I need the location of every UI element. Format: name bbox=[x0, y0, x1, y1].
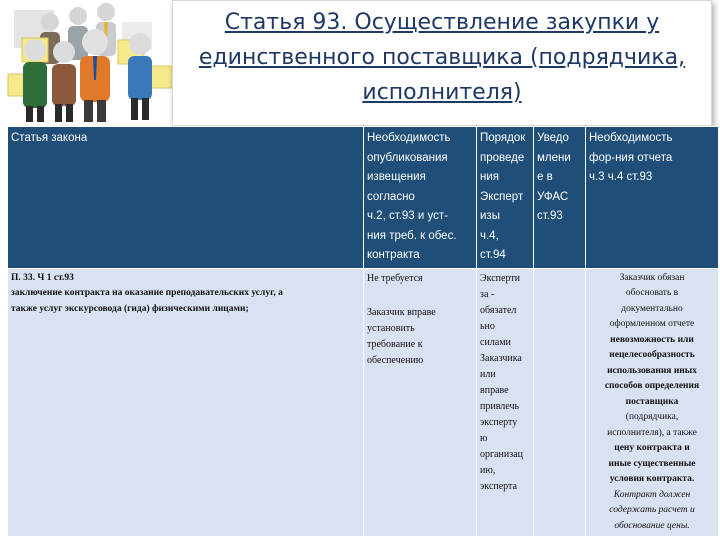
header-line: согласно bbox=[367, 190, 415, 203]
header-line: ния треб. к обес. bbox=[367, 229, 457, 242]
notification-cell bbox=[534, 268, 586, 537]
report-line: Контракт должен bbox=[613, 489, 691, 500]
expertise-line: эксперта bbox=[480, 480, 517, 492]
header-line: опубликования bbox=[367, 151, 448, 164]
header-line: Необходимость bbox=[589, 132, 673, 144]
report-line: документально bbox=[621, 303, 683, 314]
header-line: Статья закона bbox=[11, 132, 88, 144]
header-line: извещения bbox=[367, 171, 426, 183]
report-line: способов определения bbox=[604, 381, 700, 391]
header-line: ч.3 ч.4 ст.93 bbox=[589, 171, 653, 183]
expertise-cell bbox=[477, 268, 534, 537]
header-line: фор-ния отчета bbox=[589, 151, 673, 164]
header-cell-publication bbox=[364, 127, 477, 269]
table-row bbox=[8, 268, 719, 537]
header-line: ч.2, ст.93 и уст- bbox=[367, 210, 448, 222]
header-line: проведе bbox=[480, 151, 525, 164]
publication-cell bbox=[364, 268, 477, 537]
header-line: ния bbox=[480, 171, 500, 183]
report-line: обоснование цены. bbox=[614, 520, 690, 531]
header-line: ст.94 bbox=[480, 249, 506, 261]
header-line: УФАС bbox=[537, 190, 569, 203]
business-people-illustration bbox=[0, 0, 185, 125]
expertise-line: за - bbox=[480, 288, 495, 300]
expertise-line: обязател bbox=[480, 304, 517, 316]
header-line: ч.4, bbox=[480, 229, 499, 242]
expertise-line: вправе bbox=[480, 384, 509, 396]
header-cell-law bbox=[8, 127, 364, 269]
header-cell-notification bbox=[534, 127, 586, 269]
expertise-line: ю bbox=[480, 432, 488, 444]
header-line: изы bbox=[480, 210, 500, 222]
publication-line: требование к bbox=[367, 338, 423, 350]
header-line: контракта bbox=[367, 249, 420, 261]
report-cell bbox=[586, 268, 719, 537]
expertise-line: силами bbox=[480, 336, 511, 348]
expertise-line: Заказчика bbox=[480, 352, 522, 364]
report-line: (подрядчика, bbox=[625, 412, 679, 422]
header-cell-report bbox=[586, 127, 719, 269]
report-line: оформленном отчете bbox=[609, 319, 695, 329]
header-line: Порядок bbox=[480, 132, 526, 144]
expertise-line: или bbox=[480, 368, 496, 380]
header-line: Эксперт bbox=[480, 190, 524, 203]
publication-line: Заказчик вправе bbox=[367, 306, 436, 318]
expertise-line: ьно bbox=[480, 320, 495, 332]
expertise-line: привлечь bbox=[480, 400, 520, 412]
report-line: использования иных bbox=[607, 365, 697, 376]
header-line: млени bbox=[537, 151, 571, 164]
page-title: Статья 93. Осуществление закупки у единственного поставщика (подрядчика, исполнителя) bbox=[198, 10, 686, 105]
publication-line: Не требуется bbox=[367, 272, 423, 284]
report-line: иные существенные bbox=[608, 458, 696, 469]
report-line: нецелесообразность bbox=[609, 350, 695, 360]
publication-line: установить bbox=[367, 322, 415, 334]
header-cell-expertise bbox=[477, 127, 534, 269]
law-line: также услуг экскурсовода (гида) физическими лицами; bbox=[11, 303, 249, 314]
report-line: Заказчик обязан bbox=[619, 272, 685, 283]
expertise-line: организац bbox=[480, 448, 523, 460]
expertise-line: ию, bbox=[480, 464, 496, 476]
law-cell bbox=[8, 268, 364, 537]
report-line: содержать расчет и bbox=[609, 505, 695, 515]
expertise-line: Эксперти bbox=[480, 272, 521, 284]
procurement-table bbox=[7, 126, 719, 537]
law-line: П. 33. Ч 1 ст.93 bbox=[11, 272, 74, 283]
report-line: невозможность или bbox=[610, 334, 694, 345]
report-line: цену контракта и bbox=[614, 443, 690, 453]
header-line: Уведо bbox=[537, 132, 569, 144]
expertise-line: эксперту bbox=[480, 416, 518, 428]
report-line: поставщика bbox=[625, 396, 679, 407]
report-line: исполнителя), а также bbox=[607, 427, 697, 438]
header-line: е в bbox=[537, 171, 553, 183]
title-box bbox=[172, 0, 712, 126]
report-line: обосновать в bbox=[625, 288, 679, 298]
table-header-row bbox=[8, 127, 719, 269]
header-line: ст.93 bbox=[537, 210, 563, 222]
report-line: условия контракта. bbox=[609, 474, 695, 484]
law-line: заключение контракта на оказание преподавательских услуг, а bbox=[11, 288, 283, 298]
header-line: Необходимость bbox=[367, 132, 451, 144]
publication-line: обеспечению bbox=[367, 354, 424, 366]
